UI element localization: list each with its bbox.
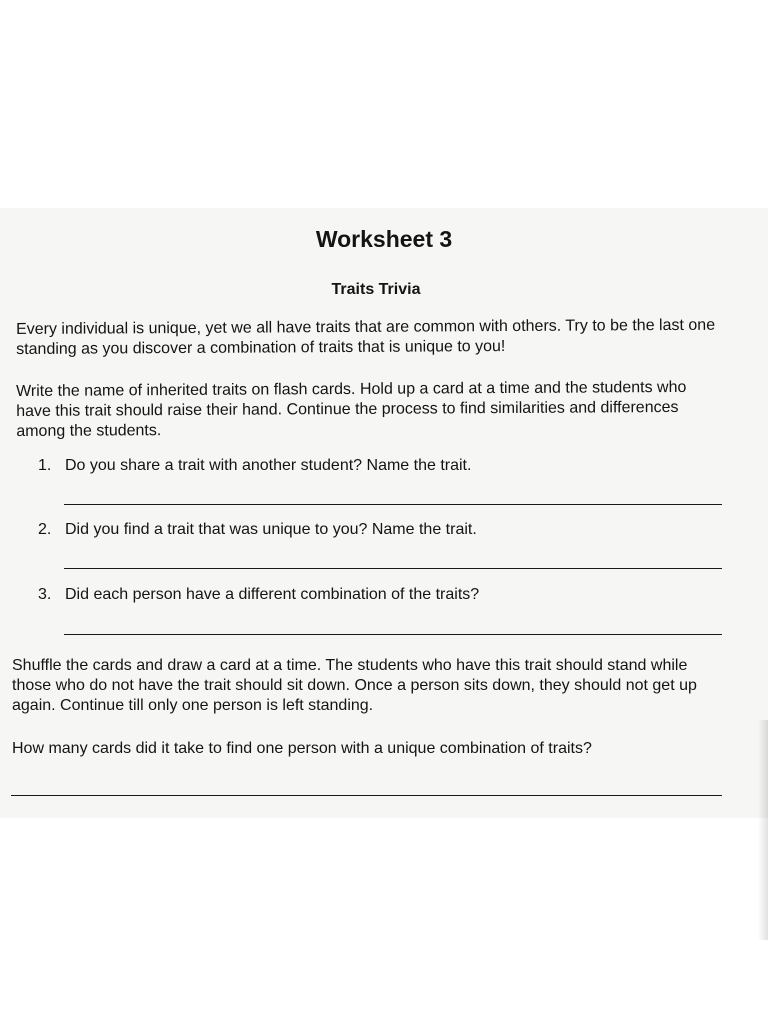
- page-subtitle: Traits Trivia: [331, 281, 421, 298]
- answer-line-1[interactable]: [64, 504, 722, 505]
- question-1: [38, 456, 471, 476]
- shuffle-instructions-paragraph: Shuffle the cards and draw a card at a time. The students who have this trait should stand while those who do not have the trait should sit down. Once a person sits down, they should not get up again. Continue till only one person is left standing.: [12, 657, 697, 714]
- question-number: 1.: [38, 457, 52, 474]
- intro-paragraph: Every individual is unique, yet we all have traits that are common with others. Try to be the last one standing as you discover a combination of traits that is unique to you!: [16, 316, 716, 358]
- question-text: Do you share a trait with another student? Name the trait.: [65, 457, 472, 474]
- question-number: 2.: [38, 521, 52, 538]
- instructions-paragraph: Write the name of inherited traits on flash cards. Hold up a card at a time and the students who have this trait should raise their hand. Continue the process to find similarities and differences among the students.: [16, 378, 687, 440]
- answer-line-3[interactable]: [64, 634, 722, 635]
- question-text: Did you find a trait that was unique to you? Name the trait.: [65, 521, 477, 538]
- paper-background: [0, 208, 768, 818]
- final-question: How many cards did it take to find one person with a unique combination of traits?: [12, 740, 592, 757]
- question-2: [38, 520, 477, 540]
- answer-line-2[interactable]: [64, 568, 722, 569]
- answer-line-final[interactable]: [11, 795, 722, 796]
- question-3: [38, 585, 479, 605]
- page-title: Worksheet 3: [315, 226, 453, 252]
- question-number: 3.: [38, 586, 52, 603]
- page-edge-shadow: [758, 720, 768, 940]
- question-text: Did each person have a different combination of the traits?: [65, 586, 480, 603]
